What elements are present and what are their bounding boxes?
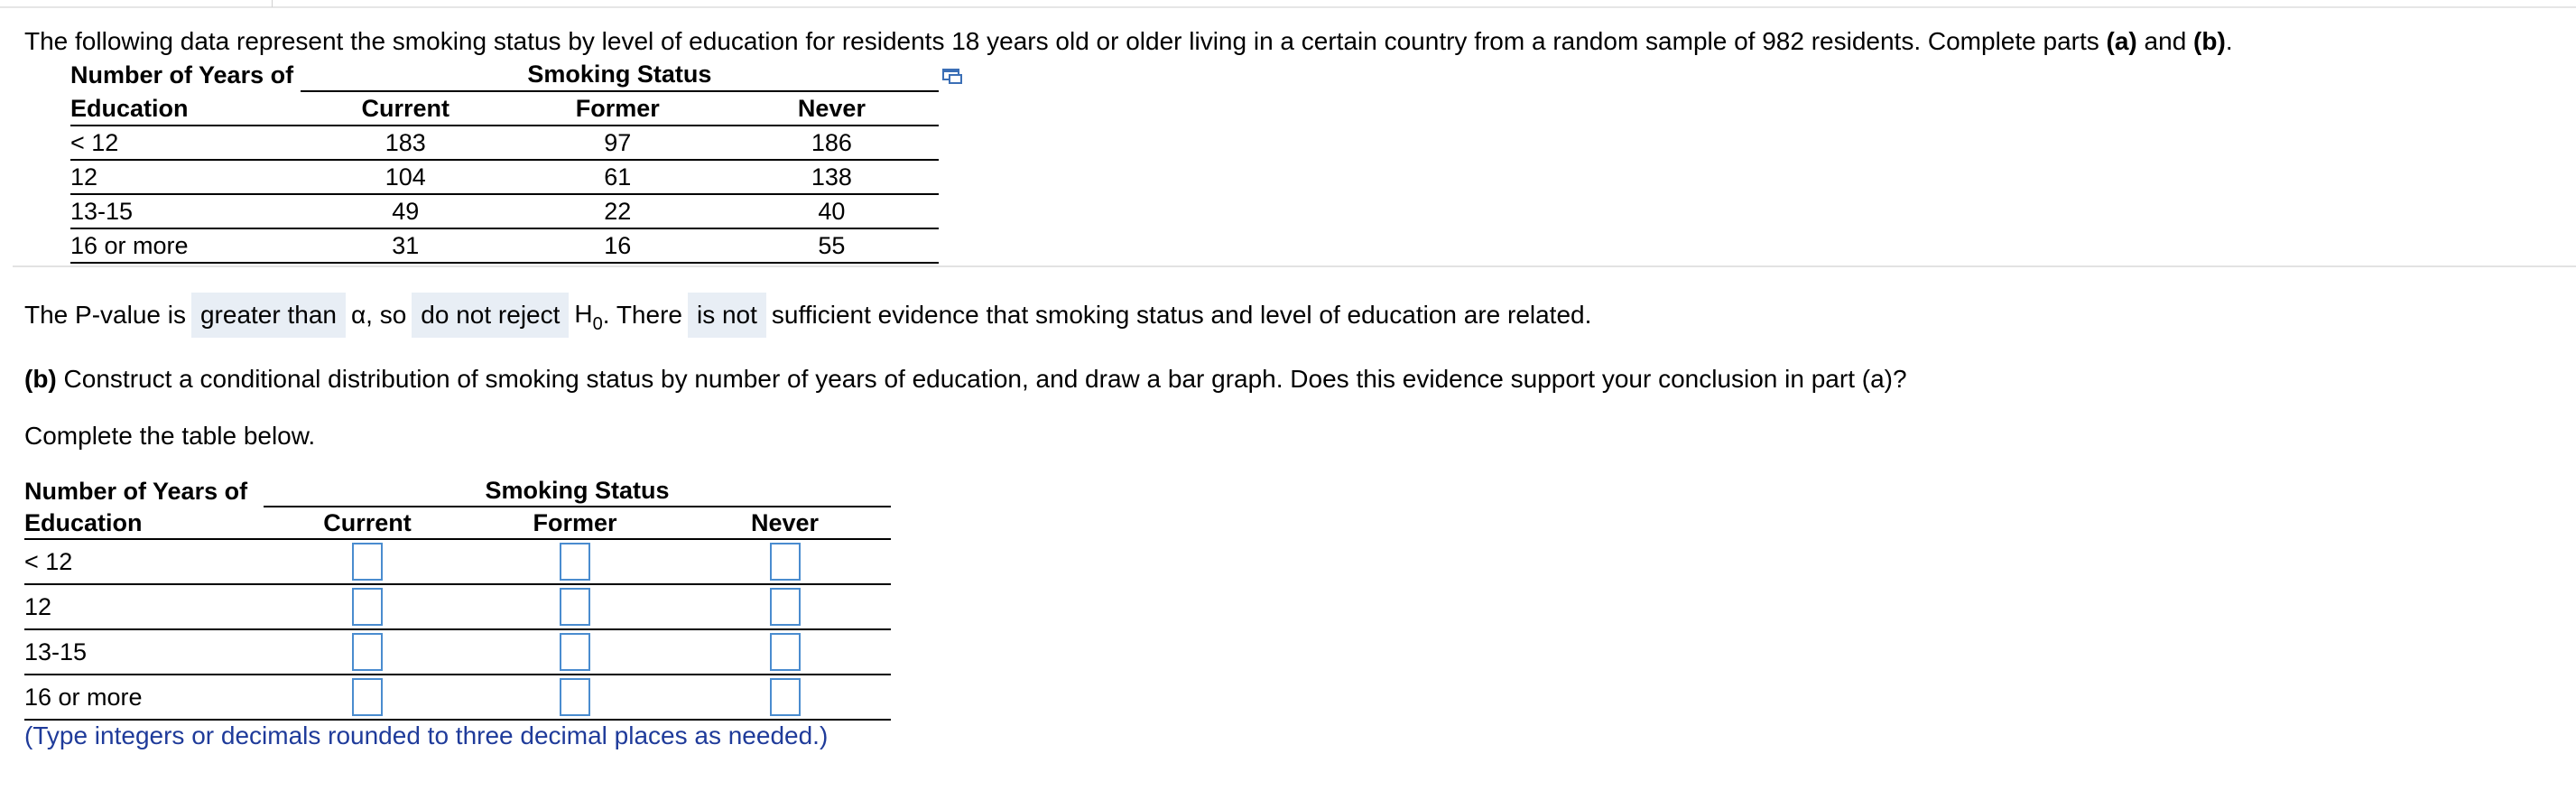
problem-intro xyxy=(24,25,2233,58)
group-header: Smoking Status xyxy=(264,475,891,507)
answer-input[interactable] xyxy=(352,543,383,581)
answer-input[interactable] xyxy=(770,633,801,671)
row-label: 16 or more xyxy=(24,675,264,720)
table-row xyxy=(70,194,939,228)
answer-cell xyxy=(264,675,471,720)
table-row xyxy=(24,629,891,675)
popout-window-icon[interactable] xyxy=(941,65,963,85)
row-label: 13-15 xyxy=(70,194,301,228)
table-cell: 55 xyxy=(725,228,939,263)
table-header-row xyxy=(70,58,939,91)
table-header-row xyxy=(24,475,891,507)
table-cell: 61 xyxy=(511,160,725,194)
row-label: 16 or more xyxy=(70,228,301,263)
answer-input[interactable] xyxy=(352,633,383,671)
answer-cell xyxy=(471,629,679,675)
evidence-dropdown[interactable]: is not xyxy=(688,293,766,338)
table-header-row xyxy=(24,507,891,539)
h-subscript: 0 xyxy=(592,313,603,334)
intro-period: . xyxy=(2225,27,2233,55)
intro-text: The following data represent the smoking status by level of education for residents 18 years old or older living in a certain country from a random sample of 982 residents. Complete parts xyxy=(24,27,2107,55)
answer-cell xyxy=(679,675,891,720)
top-divider-notch xyxy=(272,0,273,7)
table-cell: 49 xyxy=(301,194,511,228)
table-cell: 16 xyxy=(511,228,725,263)
row-header-line2: Education xyxy=(70,91,301,126)
null-hypothesis xyxy=(574,292,602,340)
column-header: Former xyxy=(511,91,725,126)
answer-cell xyxy=(264,539,471,584)
answer-cell xyxy=(471,584,679,629)
table-cell: 22 xyxy=(511,194,725,228)
answer-cell xyxy=(679,539,891,584)
table-row xyxy=(70,228,939,263)
group-header: Smoking Status xyxy=(301,58,939,91)
table-cell: 40 xyxy=(725,194,939,228)
row-header-line1: Number of Years of xyxy=(24,477,248,505)
intro-part-a: (a) xyxy=(2106,27,2137,55)
answer-input[interactable] xyxy=(770,678,801,716)
column-header: Former xyxy=(471,507,679,539)
table-row xyxy=(24,675,891,720)
answer-input[interactable] xyxy=(560,543,590,581)
answer-cell xyxy=(679,584,891,629)
row-label: 13-15 xyxy=(24,629,264,675)
smoking-data-table xyxy=(70,58,939,264)
table-cell: 138 xyxy=(725,160,939,194)
answer-cell xyxy=(471,675,679,720)
section-divider xyxy=(13,265,2576,267)
part-a-conclusion xyxy=(24,293,1591,338)
intro-and: and xyxy=(2136,27,2194,55)
conditional-distribution-table xyxy=(24,475,891,721)
answer-cell xyxy=(264,584,471,629)
row-label: 12 xyxy=(24,584,264,629)
there-text: . There xyxy=(602,301,682,329)
intro-part-b: (b) xyxy=(2193,27,2226,55)
alpha-so-text: α, so xyxy=(350,301,407,329)
decision-dropdown[interactable]: do not reject xyxy=(412,293,569,338)
column-header: Never xyxy=(679,507,891,539)
row-header-line2: Education xyxy=(24,507,264,539)
column-header: Current xyxy=(301,91,511,126)
part-b-label: (b) xyxy=(24,365,57,393)
conclusion-suffix: sufficient evidence that smoking status and level of education are related. xyxy=(771,301,1592,329)
table-cell: 104 xyxy=(301,160,511,194)
table-cell: 183 xyxy=(301,126,511,160)
table-cell: 31 xyxy=(301,228,511,263)
table-cell: 97 xyxy=(511,126,725,160)
row-header-line1: Number of Years of xyxy=(70,60,294,88)
answer-input[interactable] xyxy=(770,543,801,581)
row-label: 12 xyxy=(70,160,301,194)
rounding-note: (Type integers or decimals rounded to three decimal places as needed.) xyxy=(24,721,829,749)
h-symbol: H xyxy=(574,299,593,328)
table-row xyxy=(70,160,939,194)
column-header: Current xyxy=(264,507,471,539)
table-header-row xyxy=(70,91,939,126)
table-row xyxy=(24,584,891,629)
answer-input[interactable] xyxy=(560,588,590,626)
part-b-text: Construct a conditional distribution of smoking status by number of years of education, and draw a bar graph. Does this evidence support your conclusion in part (a)? xyxy=(56,365,1907,393)
answer-input[interactable] xyxy=(560,678,590,716)
row-label: < 12 xyxy=(70,126,301,160)
answer-cell xyxy=(264,629,471,675)
answer-cell xyxy=(471,539,679,584)
table-row xyxy=(24,539,891,584)
answer-input[interactable] xyxy=(560,633,590,671)
table-row xyxy=(70,126,939,160)
complete-instruction: Complete the table below. xyxy=(24,422,316,450)
column-header: Never xyxy=(725,91,939,126)
answer-cell xyxy=(679,629,891,675)
answer-input[interactable] xyxy=(352,678,383,716)
top-divider xyxy=(0,6,2576,8)
answer-input[interactable] xyxy=(770,588,801,626)
table-cell: 186 xyxy=(725,126,939,160)
conclusion-prefix: The P-value is xyxy=(24,301,186,329)
answer-input[interactable] xyxy=(352,588,383,626)
pvalue-comparison-dropdown[interactable]: greater than xyxy=(191,293,346,338)
part-b-question xyxy=(24,363,1907,396)
row-label: < 12 xyxy=(24,539,264,584)
